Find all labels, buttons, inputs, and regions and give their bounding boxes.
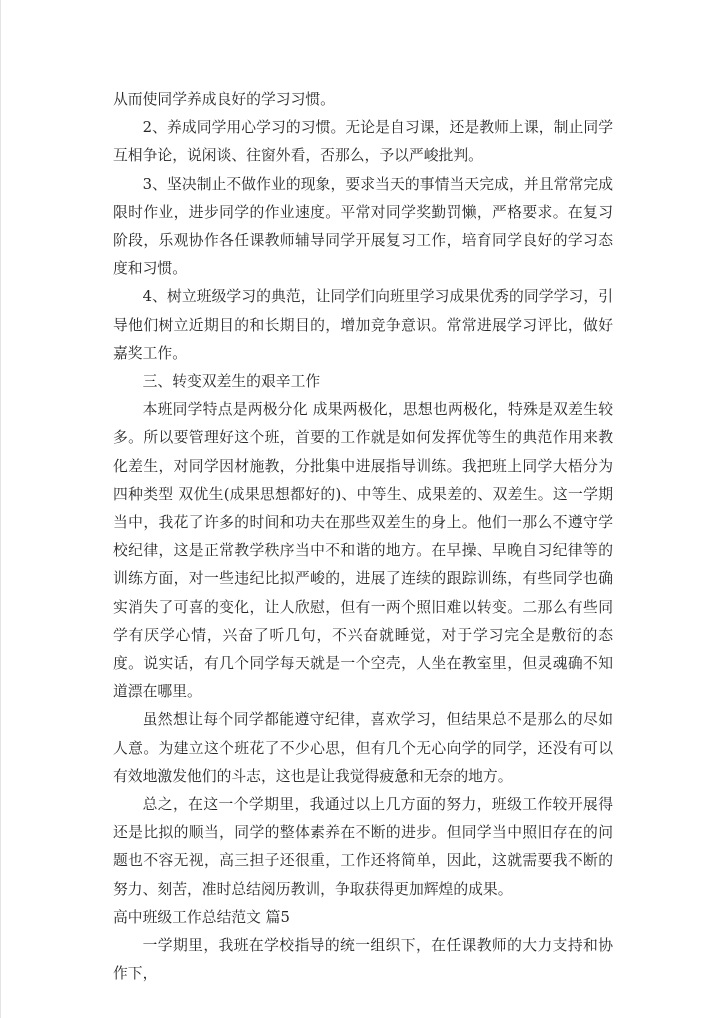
- paragraph-item-4: 4、树立班级学习的典范，让同学们向班里学习成果优秀的同学学习，引导他们树立近期目的和长期目的，增加竞争意识。常常进展学习评比，做好嘉奖工作。: [113, 288, 613, 362]
- section-heading: 三、转变双差生的艰辛工作: [142, 373, 321, 391]
- paragraph-continuation: 从而使同学养成良好的学习习惯。: [113, 91, 335, 108]
- document-body: [113, 86, 613, 989]
- paragraph-body: 本班同学特点是两极分化 成果两极化，思想也两极化，特殊是双差生较多。所以要管理好这个班，首要的工作就是如何发挥优等生的典范作用来教化差生，对同学因材施教，分批集中进展指导训练。我把班上同学大梧分为四种类型 双优生(成果思想都好的)、中等生、成果差的、双差生。这一学期当中，我花了许多的时间和功夫在那些双差生的身上。他们一那么不遵守学校纪律，这是正常教学秩序当中不和谐的地方。在早操、早晚自习纪律等的训练方面，对一些违纪比拟严峻的，进展了连续的跟踪训练，有些同学也确实消失了可喜的变化，让人欣慰，但有一两个照旧难以转变。二那么有些同学有厌学心情，兴奋了听几句，不兴奋就睡觉，对于学习完全是敷衍的态度。说实话，有几个同学每天就是一个空壳，人坐在教室里，但灵魂确不知道漂在哪里。: [113, 401, 613, 701]
- paragraph-body: 一学期里，我班在学校指导的统一组织下，在任课教师的大力支持和协作下，: [113, 937, 613, 983]
- article-title: 高中班级工作总结范文 篇5: [113, 908, 290, 926]
- paragraph-item-2: 2、养成同学用心学习的习惯。无论是自习课，还是教师上课，制止同学互相争论，说闲谈、往窗外看，否那么，予以严峻批判。: [113, 119, 613, 165]
- paragraph-body: 总之，在这一个学期里，我通过以上几方面的努力，班级工作较开展得还是比拟的顺当，同学的整体素养在不断的进步。但同学当中照旧存在的问题也不容无视，高三担子还很重，工作还将简单，因此，这就需要我不断的努力、刻苦，准时总结阅历教训，争取获得更加辉煌的成果。: [113, 796, 613, 898]
- paragraph-item-3: 3、坚决制止不做作业的现象，要求当天的事情当天完成，并且常常完成限时作业，进步同学的作业速度。平常对同学奖勤罚懒，严格要求。在复习阶段，乐观协作各任课教师辅导同学开展复习工作，培育同学良好的学习态度和习惯。: [113, 175, 613, 278]
- paragraph-body: 虽然想让每个同学都能遵守纪律，喜欢学习，但结果总不是那么的尽如人意。为建立这个班花了不少心思，但有几个无心向学的同学，还没有可以有效地激发他们的斗志，这也是让我觉得疲惫和无奈的地方。: [113, 711, 613, 785]
